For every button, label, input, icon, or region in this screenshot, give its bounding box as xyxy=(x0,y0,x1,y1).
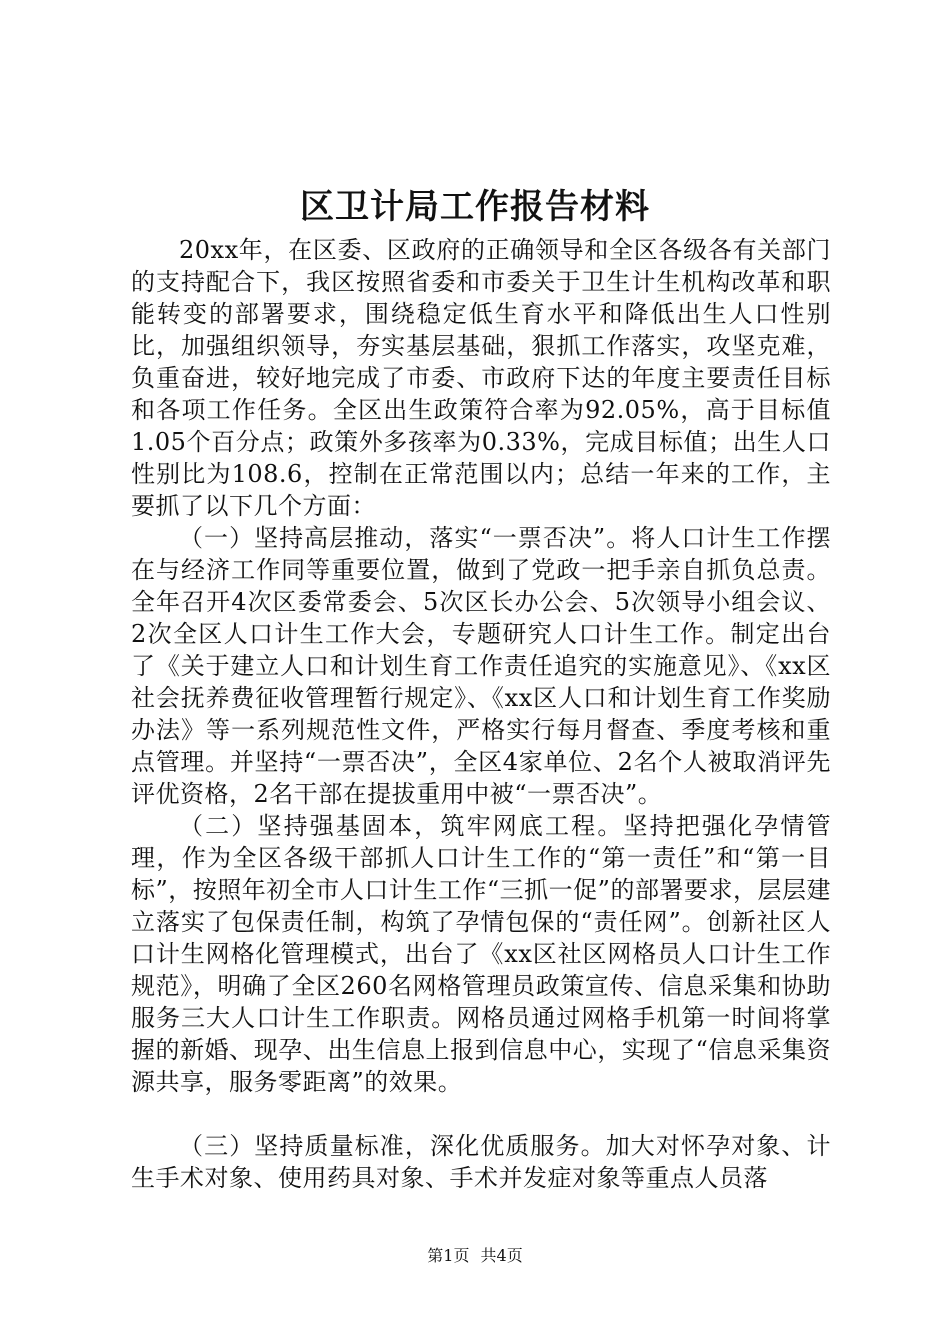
document-body xyxy=(131,234,831,1194)
paragraph-intro: 20xx年，在区委、区政府的正确领导和全区各级各有关部门的支持配合下，我区按照省委和市委关于卫生计生机构改革和职能转变的部署要求，围绕稳定低生育水平和降低出生人口性别比，加强组织领导，夯实基层基础，狠抓工作落实，攻坚克难，负重奋进，较好地完成了市委、市政府下达的年度主要责任目标和各项工作任务。全区出生政策符合率为92.05%，高于目标值1.05个百分点；政策外多孩率为0.33%，完成目标值；出生人口性别比为108.6，控制在正常范围以内；总结一年来的工作，主要抓了以下几个方面： xyxy=(131,236,831,520)
document-title: 区卫计局工作报告材料 xyxy=(300,187,650,227)
page-footer xyxy=(0,1244,950,1268)
page-number: 第1页 xyxy=(427,1246,470,1265)
page-total: 共4页 xyxy=(480,1246,523,1265)
paragraph-section-1: （一）坚持高层推动，落实“一票否决”。将人口计生工作摆在与经济工作同等重要位置，做到了党政一把手亲自抓负总责。全年召开4次区委常委会、5次区长办公会、5次领导小组会议、2次全区人口计生工作大会，专题研究人口计生工作。制定出台了《关于建立人口和计划生育工作责任追究的实施意见》、《xx区社会抚养费征收管理暂行规定》、《xx区人口和计划生育工作奖励办法》等一系列规范性文件，严格实行每月督查、季度考核和重点管理。并坚持“一票否决”，全区4家单位、2名个人被取消评先评优资格，2名干部在提拔重用中被“一票否决”。 xyxy=(131,524,831,808)
paragraph-section-2: （二）坚持强基固本，筑牢网底工程。坚持把强化孕情管理，作为全区各级干部抓人口计生工作的“第一责任”和“第一目标”，按照年初全市人口计生工作“三抓一促”的部署要求，层层建立落实了包保责任制，构筑了孕情包保的“责任网”。创新社区人口计生网格化管理模式，出台了《xx区社区网格员人口计生工作规范》，明确了全区260名网格管理员政策宣传、信息采集和协助服务三大人口计生工作职责。网格员通过网格手机第一时间将掌握的新婚、现孕、出生信息上报到信息中心，实现了“信息采集资源共享，服务零距离”的效果。 xyxy=(131,812,831,1096)
paragraph-section-3: （三）坚持质量标准，深化优质服务。加大对怀孕对象、计生手术对象、使用药具对象、手术并发症对象等重点人员落 xyxy=(131,1132,831,1192)
